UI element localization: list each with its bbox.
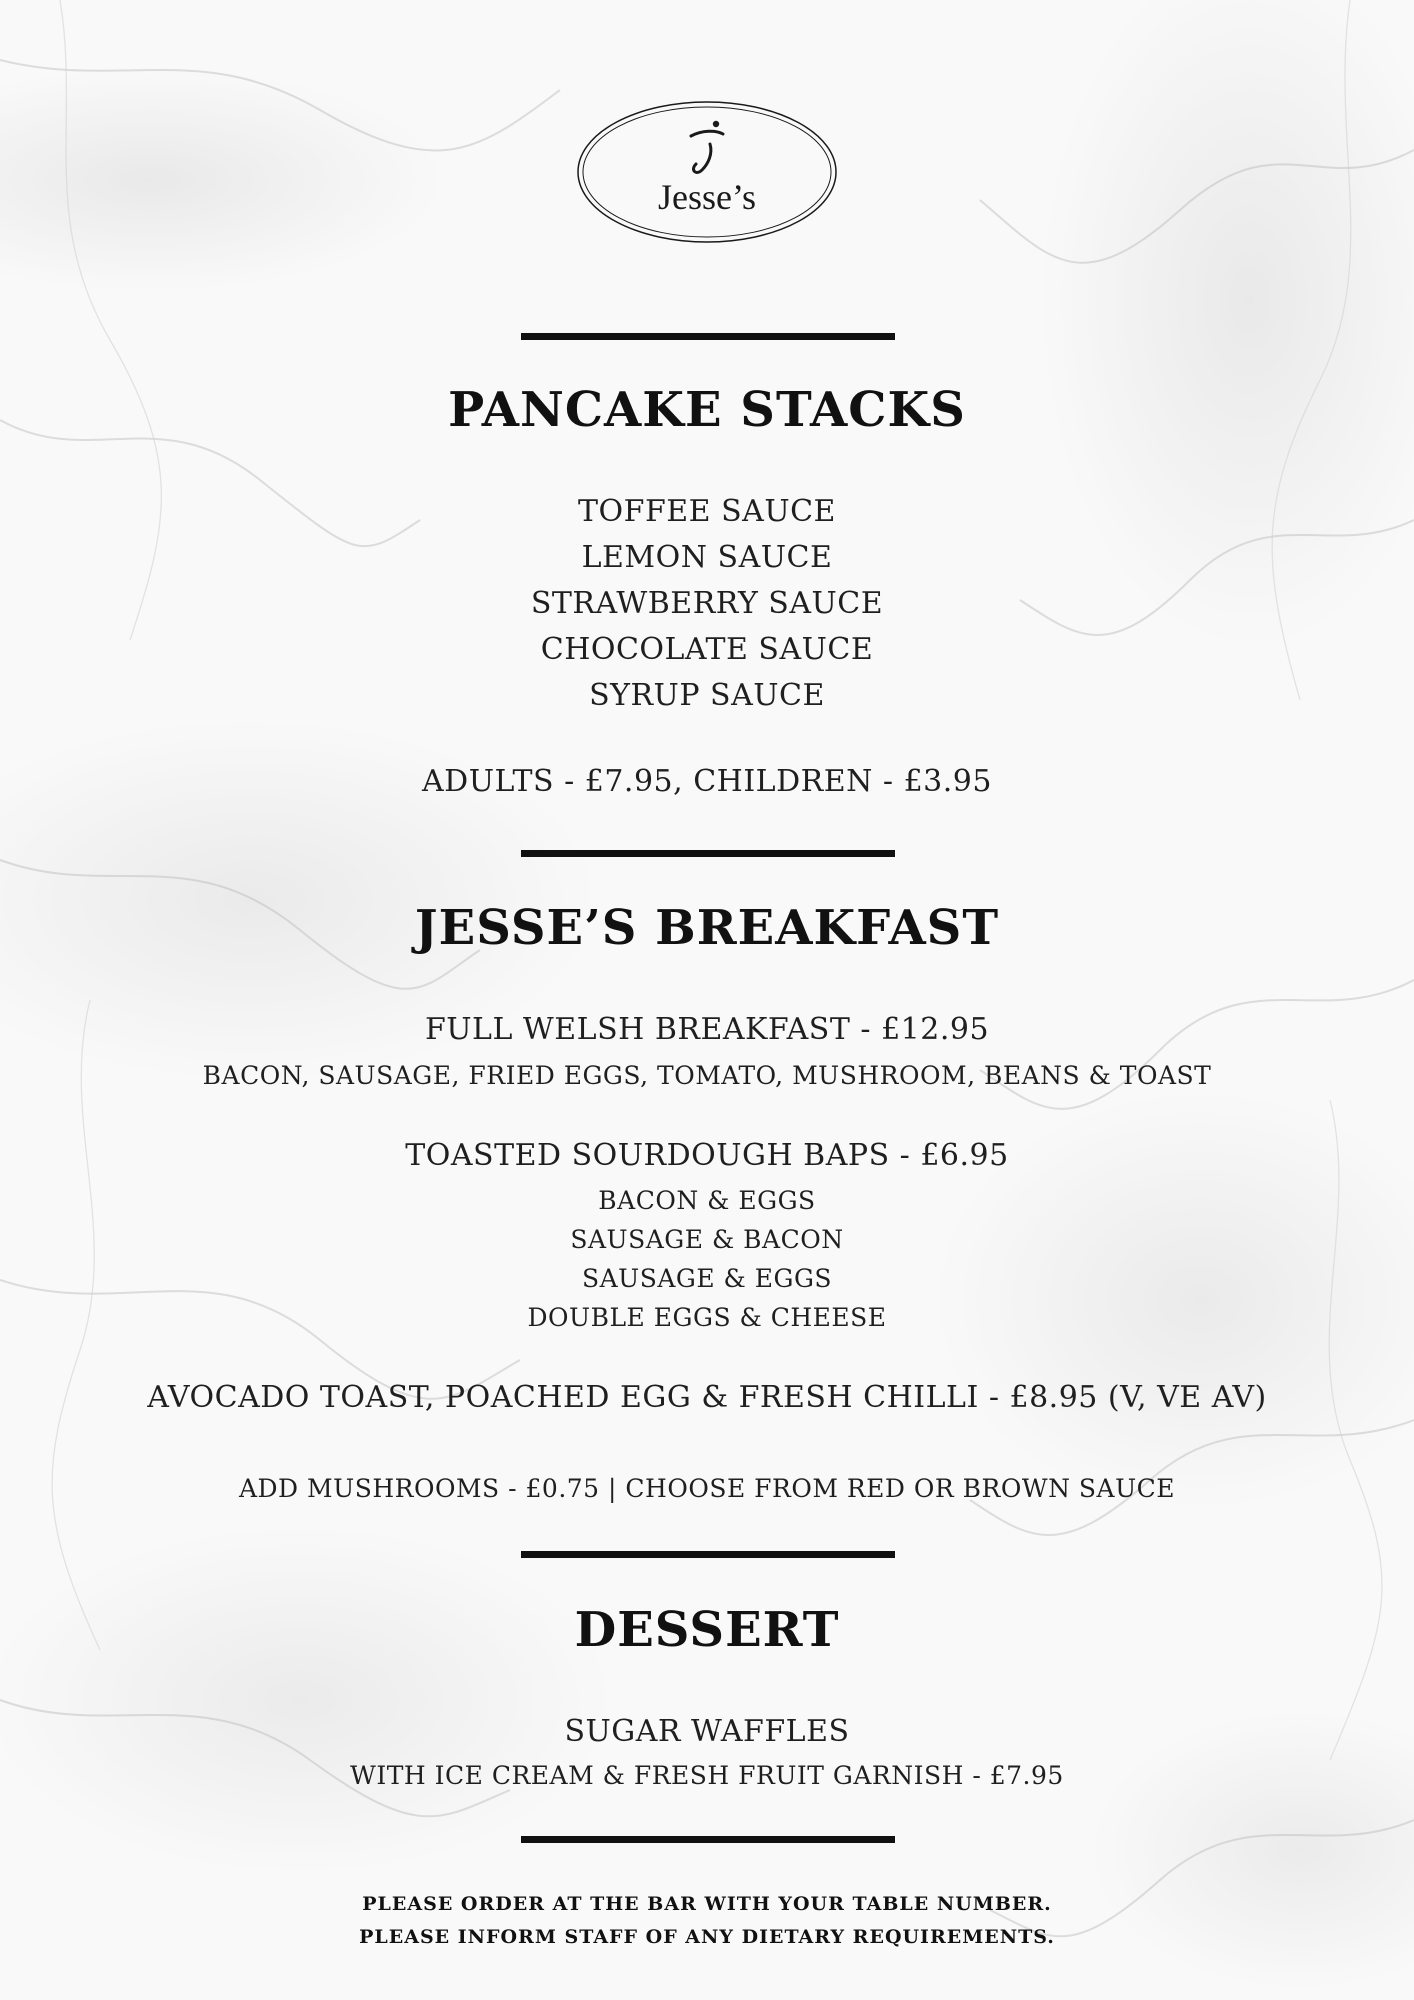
footer-order-note: PLEASE ORDER AT THE BAR WITH YOUR TABLE NUMBER. <box>362 1893 1052 1915</box>
jesses-logo <box>576 100 838 244</box>
logo-name: Jesse’s <box>658 177 756 217</box>
section-title-breakfast: JESSE’S BREAKFAST <box>414 900 1000 956</box>
divider-rule <box>521 333 895 340</box>
dessert-item: SUGAR WAFFLES <box>564 1714 850 1749</box>
bap-option: DOUBLE EGGS & CHEESE <box>527 1303 887 1332</box>
pancake-item: LEMON SAUCE <box>581 540 833 575</box>
pancake-item: CHOCOLATE SAUCE <box>540 632 874 667</box>
divider-rule <box>521 850 895 857</box>
avocado-toast-item: AVOCADO TOAST, POACHED EGG & FRESH CHILLI - £8.95 (V, VE AV) <box>147 1380 1267 1415</box>
divider-rule <box>521 1836 895 1843</box>
pancake-item: TOFFEE SAUCE <box>578 494 836 529</box>
breakfast-extras: ADD MUSHROOMS - £0.75 | CHOOSE FROM RED OR BROWN SAUCE <box>238 1474 1176 1503</box>
bap-option: SAUSAGE & EGGS <box>581 1264 833 1293</box>
divider-rule <box>521 1551 895 1558</box>
logo-oval-icon <box>576 100 838 244</box>
bap-option: SAUSAGE & BACON <box>570 1225 844 1254</box>
bap-option: BACON & EGGS <box>598 1186 816 1215</box>
sourdough-baps-title: TOASTED SOURDOUGH BAPS - £6.95 <box>405 1138 1009 1173</box>
pancake-item: STRAWBERRY SAUCE <box>530 586 884 621</box>
pancake-item: SYRUP SAUCE <box>589 678 825 713</box>
full-welsh-description: BACON, SAUSAGE, FRIED EGGS, TOMATO, MUSHROOM, BEANS & TOAST <box>202 1061 1212 1090</box>
full-welsh-breakfast: FULL WELSH BREAKFAST - £12.95 <box>424 1012 990 1047</box>
pancake-price-line: ADULTS - £7.95, CHILDREN - £3.95 <box>422 764 992 799</box>
section-title-dessert: DESSERT <box>574 1602 840 1658</box>
footer-dietary-note: PLEASE INFORM STAFF OF ANY DIETARY REQUIREMENTS. <box>359 1926 1055 1948</box>
dessert-description: WITH ICE CREAM & FRESH FRUIT GARNISH - £7.95 <box>350 1761 1064 1790</box>
section-title-pancake-stacks: PANCAKE STACKS <box>448 382 966 438</box>
